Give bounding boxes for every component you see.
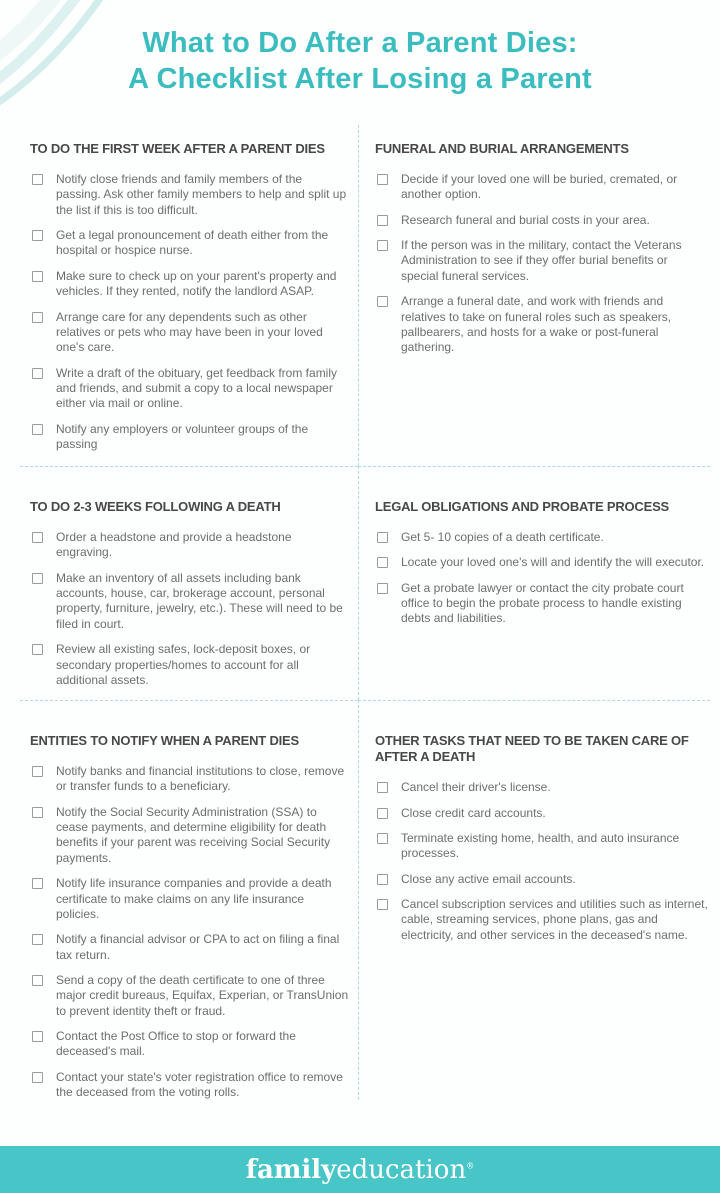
item-text: Close credit card accounts. xyxy=(401,805,546,820)
section-items xyxy=(375,530,708,627)
checkbox-icon xyxy=(32,975,43,986)
checklist-item xyxy=(32,764,350,795)
checklist-item xyxy=(377,872,708,887)
checkbox-icon xyxy=(32,1072,43,1083)
item-text: Arrange care for any dependents such as other relatives or pets who may have been in your loved one's care. xyxy=(56,309,323,355)
checkbox-icon xyxy=(377,808,388,819)
registered-mark: ® xyxy=(466,1160,475,1170)
item-text: Make an inventory of all assets including bank accounts, house, car, brokerage account, personal property, furniture, jewelry, etc.). These will need to be filed in court. xyxy=(56,570,343,631)
checklist-item xyxy=(32,571,350,632)
checklist-section xyxy=(20,700,358,1100)
item-text: Order a headstone and provide a headstone engraving. xyxy=(56,530,292,560)
item-text: Get a legal pronouncement of death either from the hospital or hospice nurse. xyxy=(56,228,329,258)
section-heading: FUNERAL AND BURIAL ARRANGEMENTS xyxy=(375,140,629,156)
item-text: Notify close friends and family members of the passing. Ask other family members to help and split up the list if this is too difficult. xyxy=(56,172,347,217)
section-items xyxy=(375,172,708,356)
checkbox-icon xyxy=(377,215,388,226)
checklist-item xyxy=(377,213,708,228)
checklist-section xyxy=(20,466,358,700)
checkbox-icon xyxy=(377,583,388,594)
checkbox-icon xyxy=(32,271,43,282)
checkbox-icon xyxy=(32,807,43,818)
checklist-item xyxy=(32,310,350,356)
item-text: Arrange a funeral date, and work with friends and relatives to take on funeral roles such as speakers, pallbearers, and hosts for a wake or post-funeral gathering. xyxy=(401,294,672,355)
footer-bar xyxy=(0,1146,720,1193)
item-text: Contact the Post Office to stop or forward the deceased's mail. xyxy=(56,1029,296,1059)
checklist-item xyxy=(32,932,350,963)
checkbox-icon xyxy=(32,230,43,241)
checklist-item xyxy=(32,530,350,561)
item-text: Notify a financial advisor or CPA to act on filing a final tax return. xyxy=(56,932,340,962)
checklist-section xyxy=(20,125,358,466)
checklist-item xyxy=(32,172,350,218)
checkbox-icon xyxy=(32,424,43,435)
checkbox-icon xyxy=(377,296,388,307)
checklist-item xyxy=(377,238,708,284)
checklist-item xyxy=(377,530,708,545)
item-text: Write a draft of the obituary, get feedback from family and friends, and submit a copy to a local newspaper either via mail or online. xyxy=(56,365,338,411)
page-title xyxy=(0,0,720,98)
checklist-section xyxy=(358,125,710,466)
page-title-line2: A Checklist After Losing a Parent xyxy=(128,62,592,95)
checklist-item xyxy=(32,876,350,922)
item-text: Notify the Social Security Administration (SSA) to cease payments, and determine eligibility for death benefits if your parent was receiving Social Security payments. xyxy=(56,804,331,865)
checklist-item xyxy=(377,831,708,862)
checklist-item xyxy=(32,642,350,688)
section-items xyxy=(30,764,350,1100)
section-heading: LEGAL OBLIGATIONS AND PROBATE PROCESS xyxy=(375,498,670,514)
checkbox-icon xyxy=(32,312,43,323)
brand-logo-education: education xyxy=(336,1154,467,1185)
checklist-item xyxy=(377,581,708,627)
checklist-item xyxy=(377,897,708,943)
page-title-line1: What to Do After a Parent Dies: xyxy=(142,27,578,59)
checklist-item xyxy=(32,1070,350,1101)
checklist-item xyxy=(32,973,350,1019)
checkbox-icon xyxy=(32,1031,43,1042)
item-text: Review all existing safes, lock-deposit boxes, or secondary properties/homes to account for all additional assets. xyxy=(56,642,311,687)
section-items xyxy=(30,530,350,688)
section-items xyxy=(375,780,708,943)
item-text: Decide if your loved one will be buried, cremated, or another option. xyxy=(401,172,678,202)
item-text: Locate your loved one's will and identify the will executor. xyxy=(401,555,705,570)
checkbox-icon xyxy=(377,899,388,910)
checklist-item xyxy=(377,172,708,203)
checkbox-icon xyxy=(377,833,388,844)
checklist-item xyxy=(32,805,350,866)
checkbox-icon xyxy=(377,782,388,793)
item-text: Get a probate lawyer or contact the city probate court office to begin the probate process to handle existing debts and liabilities. xyxy=(401,580,684,626)
checkbox-icon xyxy=(32,934,43,945)
item-text: Contact your state's voter registration office to remove the deceased from the voting rolls. xyxy=(56,1069,343,1100)
section-heading: TO DO THE FIRST WEEK AFTER A PARENT DIES xyxy=(30,140,325,156)
item-text: Cancel subscription services and utilities such as internet, cable, streaming services, phone plans, gas and electricity, and other services in the deceased's name. xyxy=(401,897,708,942)
brand-logo xyxy=(245,1154,475,1185)
checklist-item xyxy=(377,780,708,795)
item-text: Terminate existing home, health, and auto insurance processes. xyxy=(401,831,680,861)
checkbox-icon xyxy=(32,766,43,777)
checkbox-icon xyxy=(32,644,43,655)
item-text: Cancel their driver's license. xyxy=(401,780,551,795)
section-heading: ENTITIES TO NOTIFY WHEN A PARENT DIES xyxy=(30,732,299,748)
item-text: Research funeral and burial costs in your area. xyxy=(401,212,650,227)
item-text: Notify banks and financial institutions to close, remove or transfer funds to a beneficiary. xyxy=(56,764,345,794)
checklist-item xyxy=(32,228,350,259)
item-text: Notify life insurance companies and provide a death certificate to make claims on any life insurance policies. xyxy=(56,876,332,921)
checkbox-icon xyxy=(377,874,388,885)
checkbox-icon xyxy=(377,240,388,251)
checklist-grid xyxy=(20,125,710,1100)
section-heading: TO DO 2-3 WEEKS FOLLOWING A DEATH xyxy=(30,498,281,514)
checklist-item xyxy=(377,806,708,821)
item-text: Notify any employers or volunteer groups of the passing xyxy=(56,421,309,452)
checkbox-icon xyxy=(32,368,43,379)
checklist-item xyxy=(32,366,350,412)
brand-logo-family: family xyxy=(245,1154,337,1185)
checkbox-icon xyxy=(377,557,388,568)
item-text: Make sure to check up on your parent's property and vehicles. If they rented, notify the landlord ASAP. xyxy=(56,268,337,299)
checklist-section xyxy=(358,466,710,700)
item-text: If the person was in the military, contact the Veterans Administration to see if they offer burial benefits or special funeral services. xyxy=(401,238,682,283)
section-items xyxy=(30,172,350,452)
checklist-item xyxy=(377,294,708,355)
item-text: Get 5- 10 copies of a death certificate. xyxy=(401,530,604,545)
item-text: Send a copy of the death certificate to one of three major credit bureaus, Equifax, Experian, or TransUnion to prevent identity theft or fraud. xyxy=(56,972,349,1018)
checkbox-icon xyxy=(32,878,43,889)
checkbox-icon xyxy=(377,174,388,185)
checkbox-icon xyxy=(32,573,43,584)
checklist-item xyxy=(32,422,350,453)
checkbox-icon xyxy=(32,532,43,543)
checklist-item xyxy=(32,1029,350,1060)
section-heading: OTHER TASKS THAT NEED TO BE TAKEN CARE OF AFTER A DEATH xyxy=(375,732,689,765)
checklist-item xyxy=(32,269,350,300)
checklist-item xyxy=(377,555,708,570)
checkbox-icon xyxy=(377,532,388,543)
checklist-section xyxy=(358,700,710,1100)
checkbox-icon xyxy=(32,174,43,185)
item-text: Close any active email accounts. xyxy=(401,871,576,886)
